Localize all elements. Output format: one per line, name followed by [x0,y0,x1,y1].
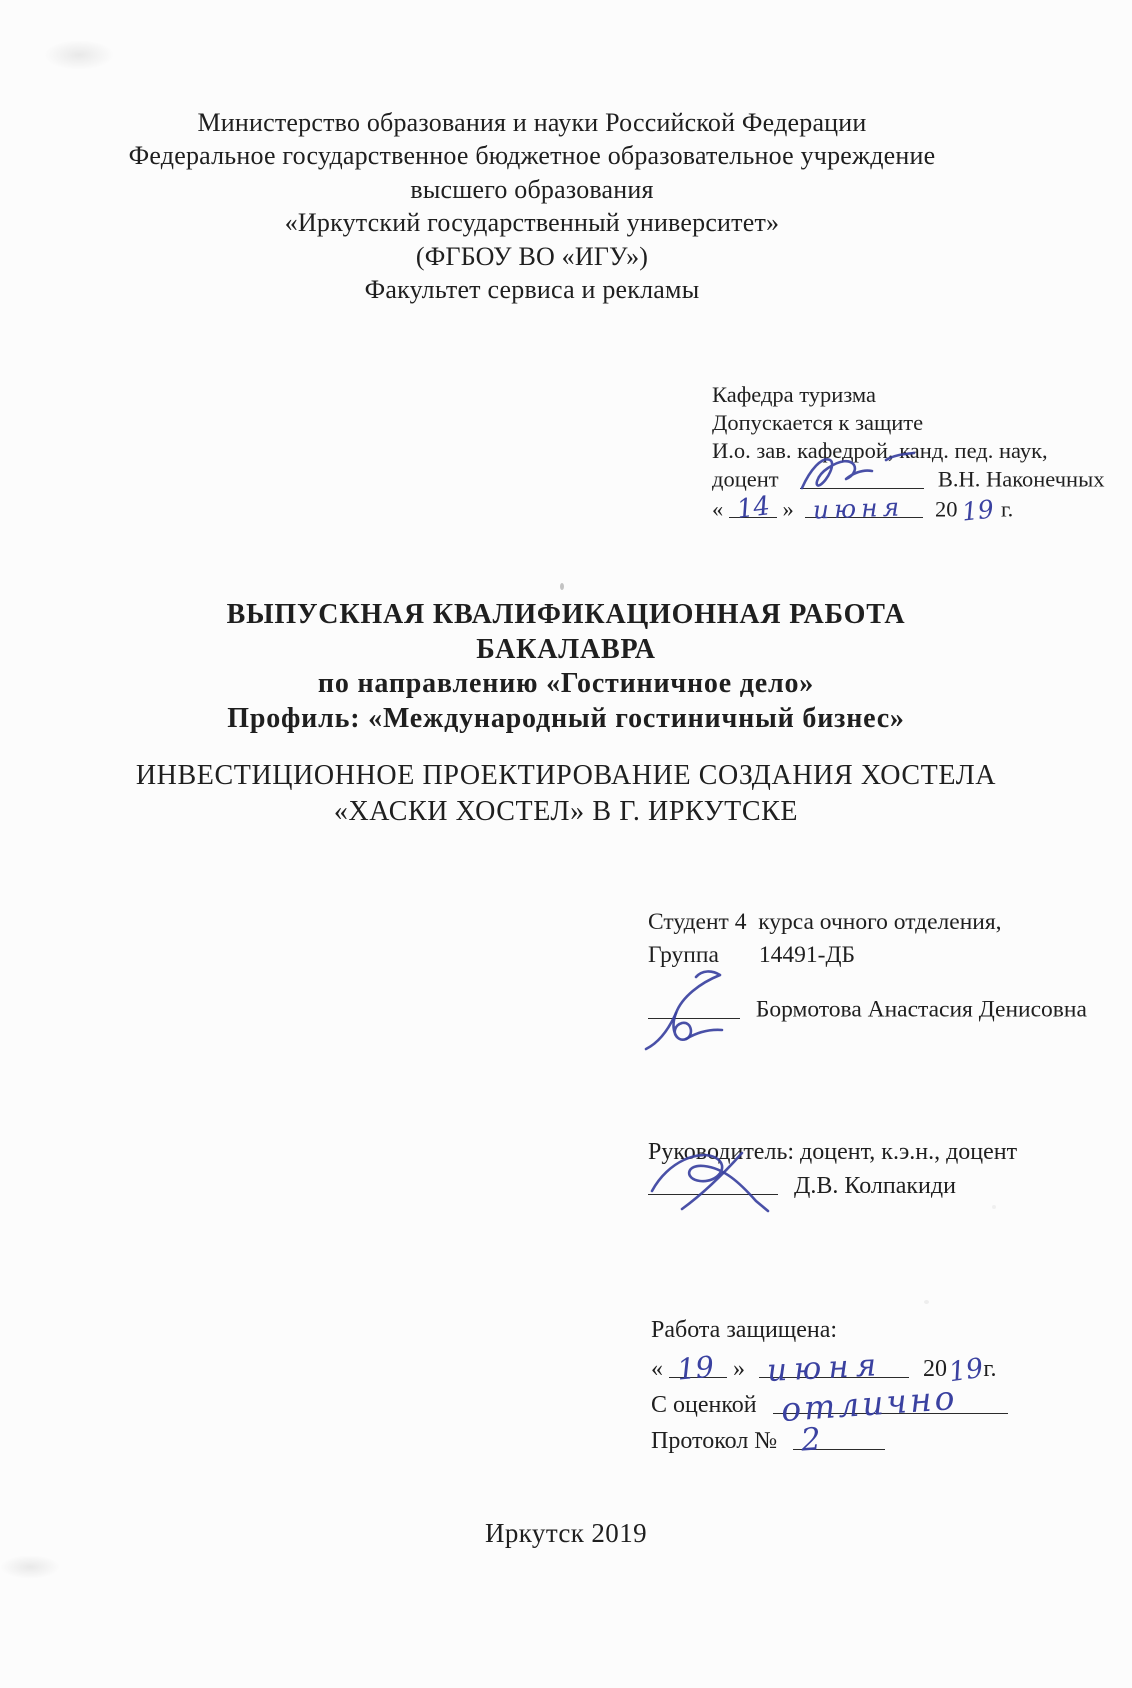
supervisor-block [648,1136,1017,1203]
header-line-university: «Иркутский государственный университет» [284,208,780,238]
date-day-field [729,490,777,525]
work-type-block [36,598,1096,736]
year-suffix: г. [1000,496,1014,522]
protocol-label: Протокол № [651,1428,778,1455]
scan-smudge [44,40,114,70]
work-type-line: ВЫПУСКНАЯ КВАЛИФИКАЦИОННАЯ РАБОТА [226,599,906,630]
signer-title: доцент [712,467,779,493]
protocol-field [793,1421,885,1459]
signature-line [648,993,740,1019]
grade-field [773,1378,1008,1430]
head-signature-row [712,464,1122,493]
year-print: 20 [935,496,958,522]
thesis-title-line-2: «ХАСКИ ХОСТЕЛ» В Г. ИРКУТСКЕ [333,796,799,827]
work-type-direction: по направлению «Гостиничное дело» [317,668,815,699]
header-line-ministry: Министерство образования и науки Российской Федерации [197,108,867,137]
handwritten-protocol-number: 2 [799,1421,823,1459]
quote-open: « [712,496,724,522]
protocol-row [651,1421,1008,1459]
university-header [0,106,1064,306]
quote-close: » [782,496,794,522]
student-name: Бормотова Анастасия Денисовна [755,996,1087,1023]
year-suffix: г. [983,1356,997,1383]
scan-speck [560,583,564,590]
signer-name: В.Н. Наконечных [937,467,1105,493]
work-type-profile: Профиль: «Международный гостиничный бизнес» [227,702,905,734]
handwritten-year: 19 [946,1352,986,1389]
department-line: Кафедра туризма [712,382,876,407]
header-line-abbrev: (ФГБОУ ВО «ИГУ») [415,241,649,271]
signature-line [800,464,924,489]
header-line-institution: Федеральное государственное бюджетное образовательное учреждение [128,141,936,171]
student-block [648,906,1087,1027]
thesis-title-line-1: ИНВЕСТИЦИОННОЕ ПРОЕКТИРОВАНИЕ СОЗДАНИЯ ХОСТЕЛА [135,760,997,791]
handwritten-month: июня [766,1347,885,1390]
city-year-footer: Иркутск 2019 [484,1518,647,1548]
signature-line [648,1169,778,1195]
student-course-line: Студент 4 курса очного отделения, [648,909,1002,935]
quote-close: » [733,1356,745,1383]
defense-heading: Работа защищена: [651,1317,838,1343]
date-month-field [805,492,923,525]
handwritten-year: 19 [960,494,995,528]
defense-block [651,1316,1008,1459]
quote-open: « [651,1356,663,1383]
grade-label: С оценкой [651,1392,757,1419]
header-line-education: высшего образования [410,174,654,204]
group-label: Группа [648,942,719,968]
student-signature [636,969,751,1051]
defense-date-row [651,1347,1008,1390]
header-line-faculty: Факультет сервиса и рекламы [364,275,700,305]
group-value: 14491-ДБ [758,942,855,968]
year-print: 20 [923,1356,947,1383]
handwritten-day: 14 [735,490,772,525]
scan-speck [992,1205,996,1209]
supervisor-name: Д.В. Колпакиди [794,1173,956,1200]
student-group-row [648,939,1087,972]
student-signature-row [648,993,1087,1027]
supervisor-signature-row [648,1169,1017,1203]
approval-date-row [712,490,1122,528]
work-type-degree: БАКАЛАВРА [476,633,656,665]
handwritten-day: 19 [675,1349,716,1387]
head-position-line: И.о. зав. кафедрой, канд. пед. наук, [712,437,1048,463]
grade-row [651,1378,1008,1430]
handwritten-month: июня [812,492,905,525]
date-day-field [669,1349,727,1387]
supervisor-title-line: Руководитель: доцент, к.э.н., доцент [648,1139,1018,1165]
approval-block [712,381,1122,528]
scan-speck [924,1300,929,1304]
date-month-field [759,1347,909,1390]
handwritten-grade: отлично [779,1378,959,1430]
thesis-title [36,758,1096,830]
admission-line: Допускается к защите [712,409,924,435]
scan-smudge [0,1555,60,1579]
